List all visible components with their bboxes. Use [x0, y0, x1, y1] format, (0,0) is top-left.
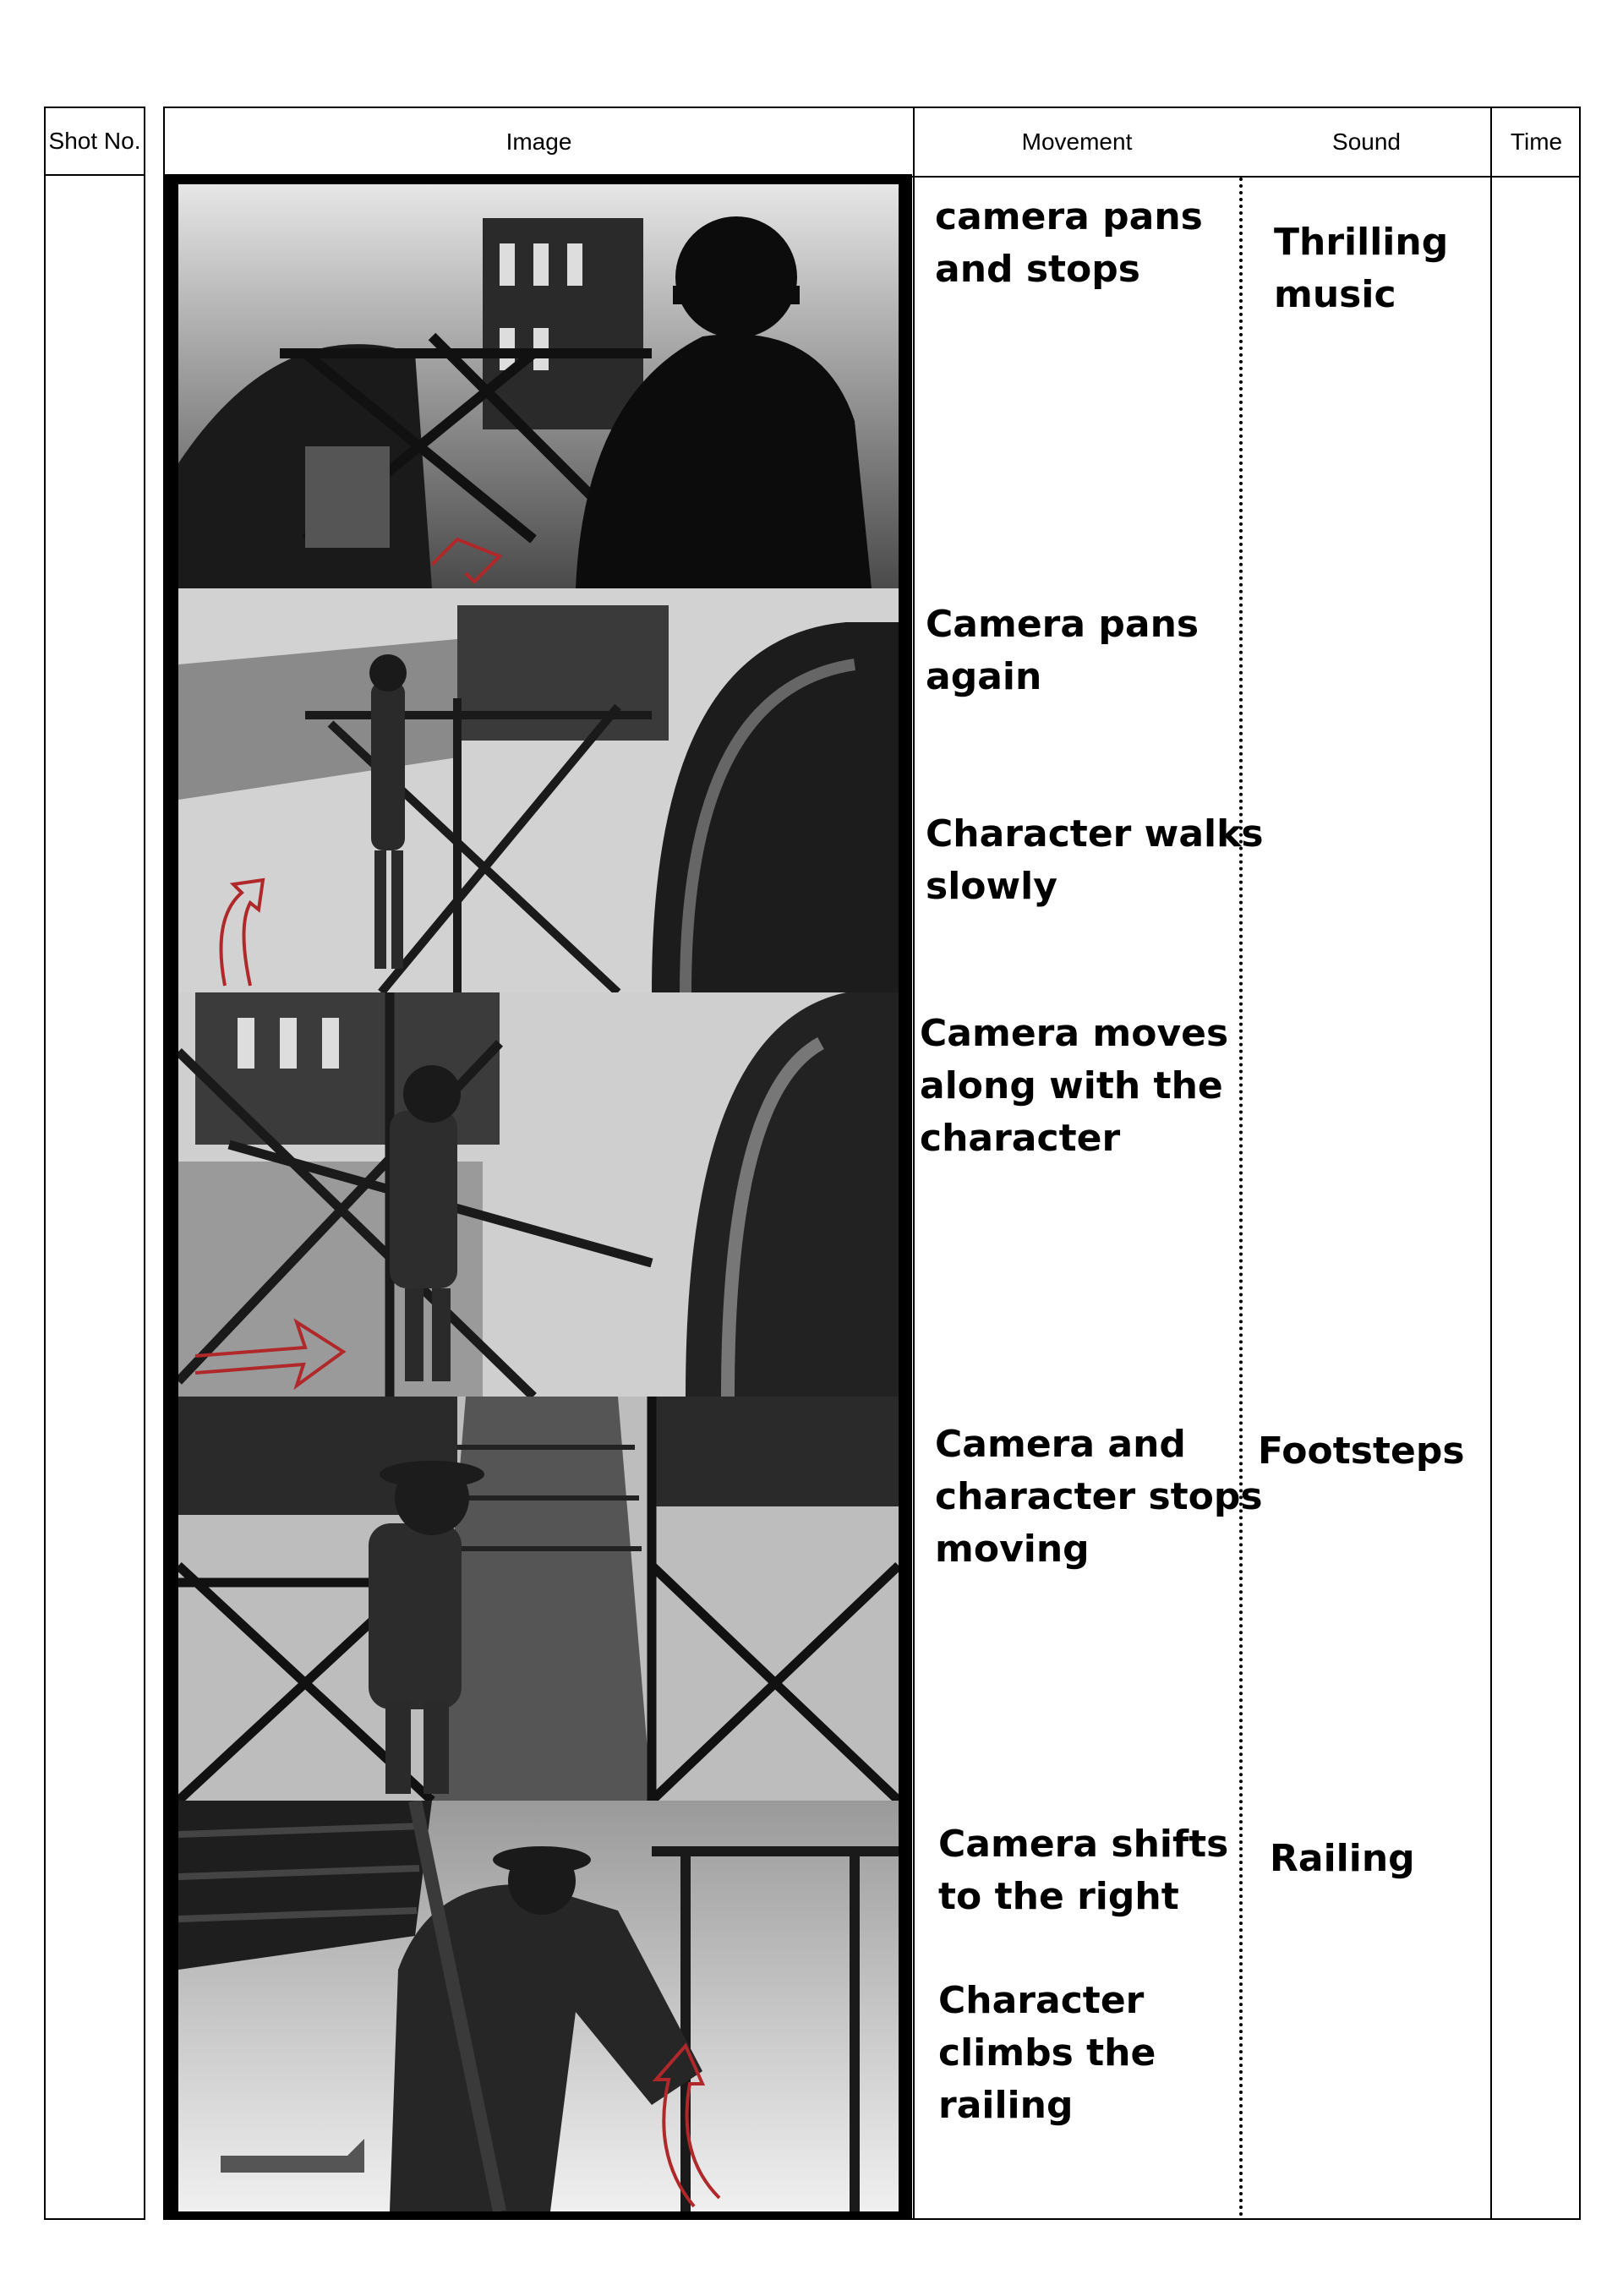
storyboard-panel-5: [178, 1801, 899, 2211]
sound-shot-4: Footsteps: [1258, 1430, 1465, 1473]
movement-shot-2a: Camera pans again: [926, 603, 1199, 698]
shot-number-column: [44, 107, 145, 2220]
image-column-divider: [913, 108, 915, 2218]
movement-sound-divider: [1239, 178, 1243, 2218]
movement-shot-2b: Character walks slowly: [926, 812, 1264, 908]
storyboard-panel-2: [178, 588, 899, 992]
movement-shot-5b: Character climbs the railing: [938, 1979, 1156, 2127]
image-strip: [165, 174, 912, 2218]
movement-shot-5a: Camera shifts to the right: [938, 1823, 1229, 1918]
storyboard-panel-3: [178, 992, 899, 1397]
image-header: Image: [505, 128, 572, 155]
movement-shot-4: Camera and character stops moving: [935, 1423, 1263, 1571]
sound-header: Sound: [1332, 128, 1401, 155]
time-header: Time: [1510, 128, 1563, 155]
sound-shot-5: Railing: [1270, 1837, 1415, 1880]
movement-shot-3: Camera moves along with the character: [920, 1012, 1229, 1160]
movement-header: Movement: [1021, 128, 1133, 155]
time-column-divider: [1490, 108, 1492, 2218]
shot-no-header: Shot No.: [46, 108, 144, 176]
storyboard-panel-1: [178, 184, 899, 588]
sound-shot-1: Thrilling music: [1274, 221, 1449, 316]
storyboard-panel-4: [178, 1397, 899, 1801]
movement-shot-1: camera pans and stops: [935, 195, 1203, 291]
